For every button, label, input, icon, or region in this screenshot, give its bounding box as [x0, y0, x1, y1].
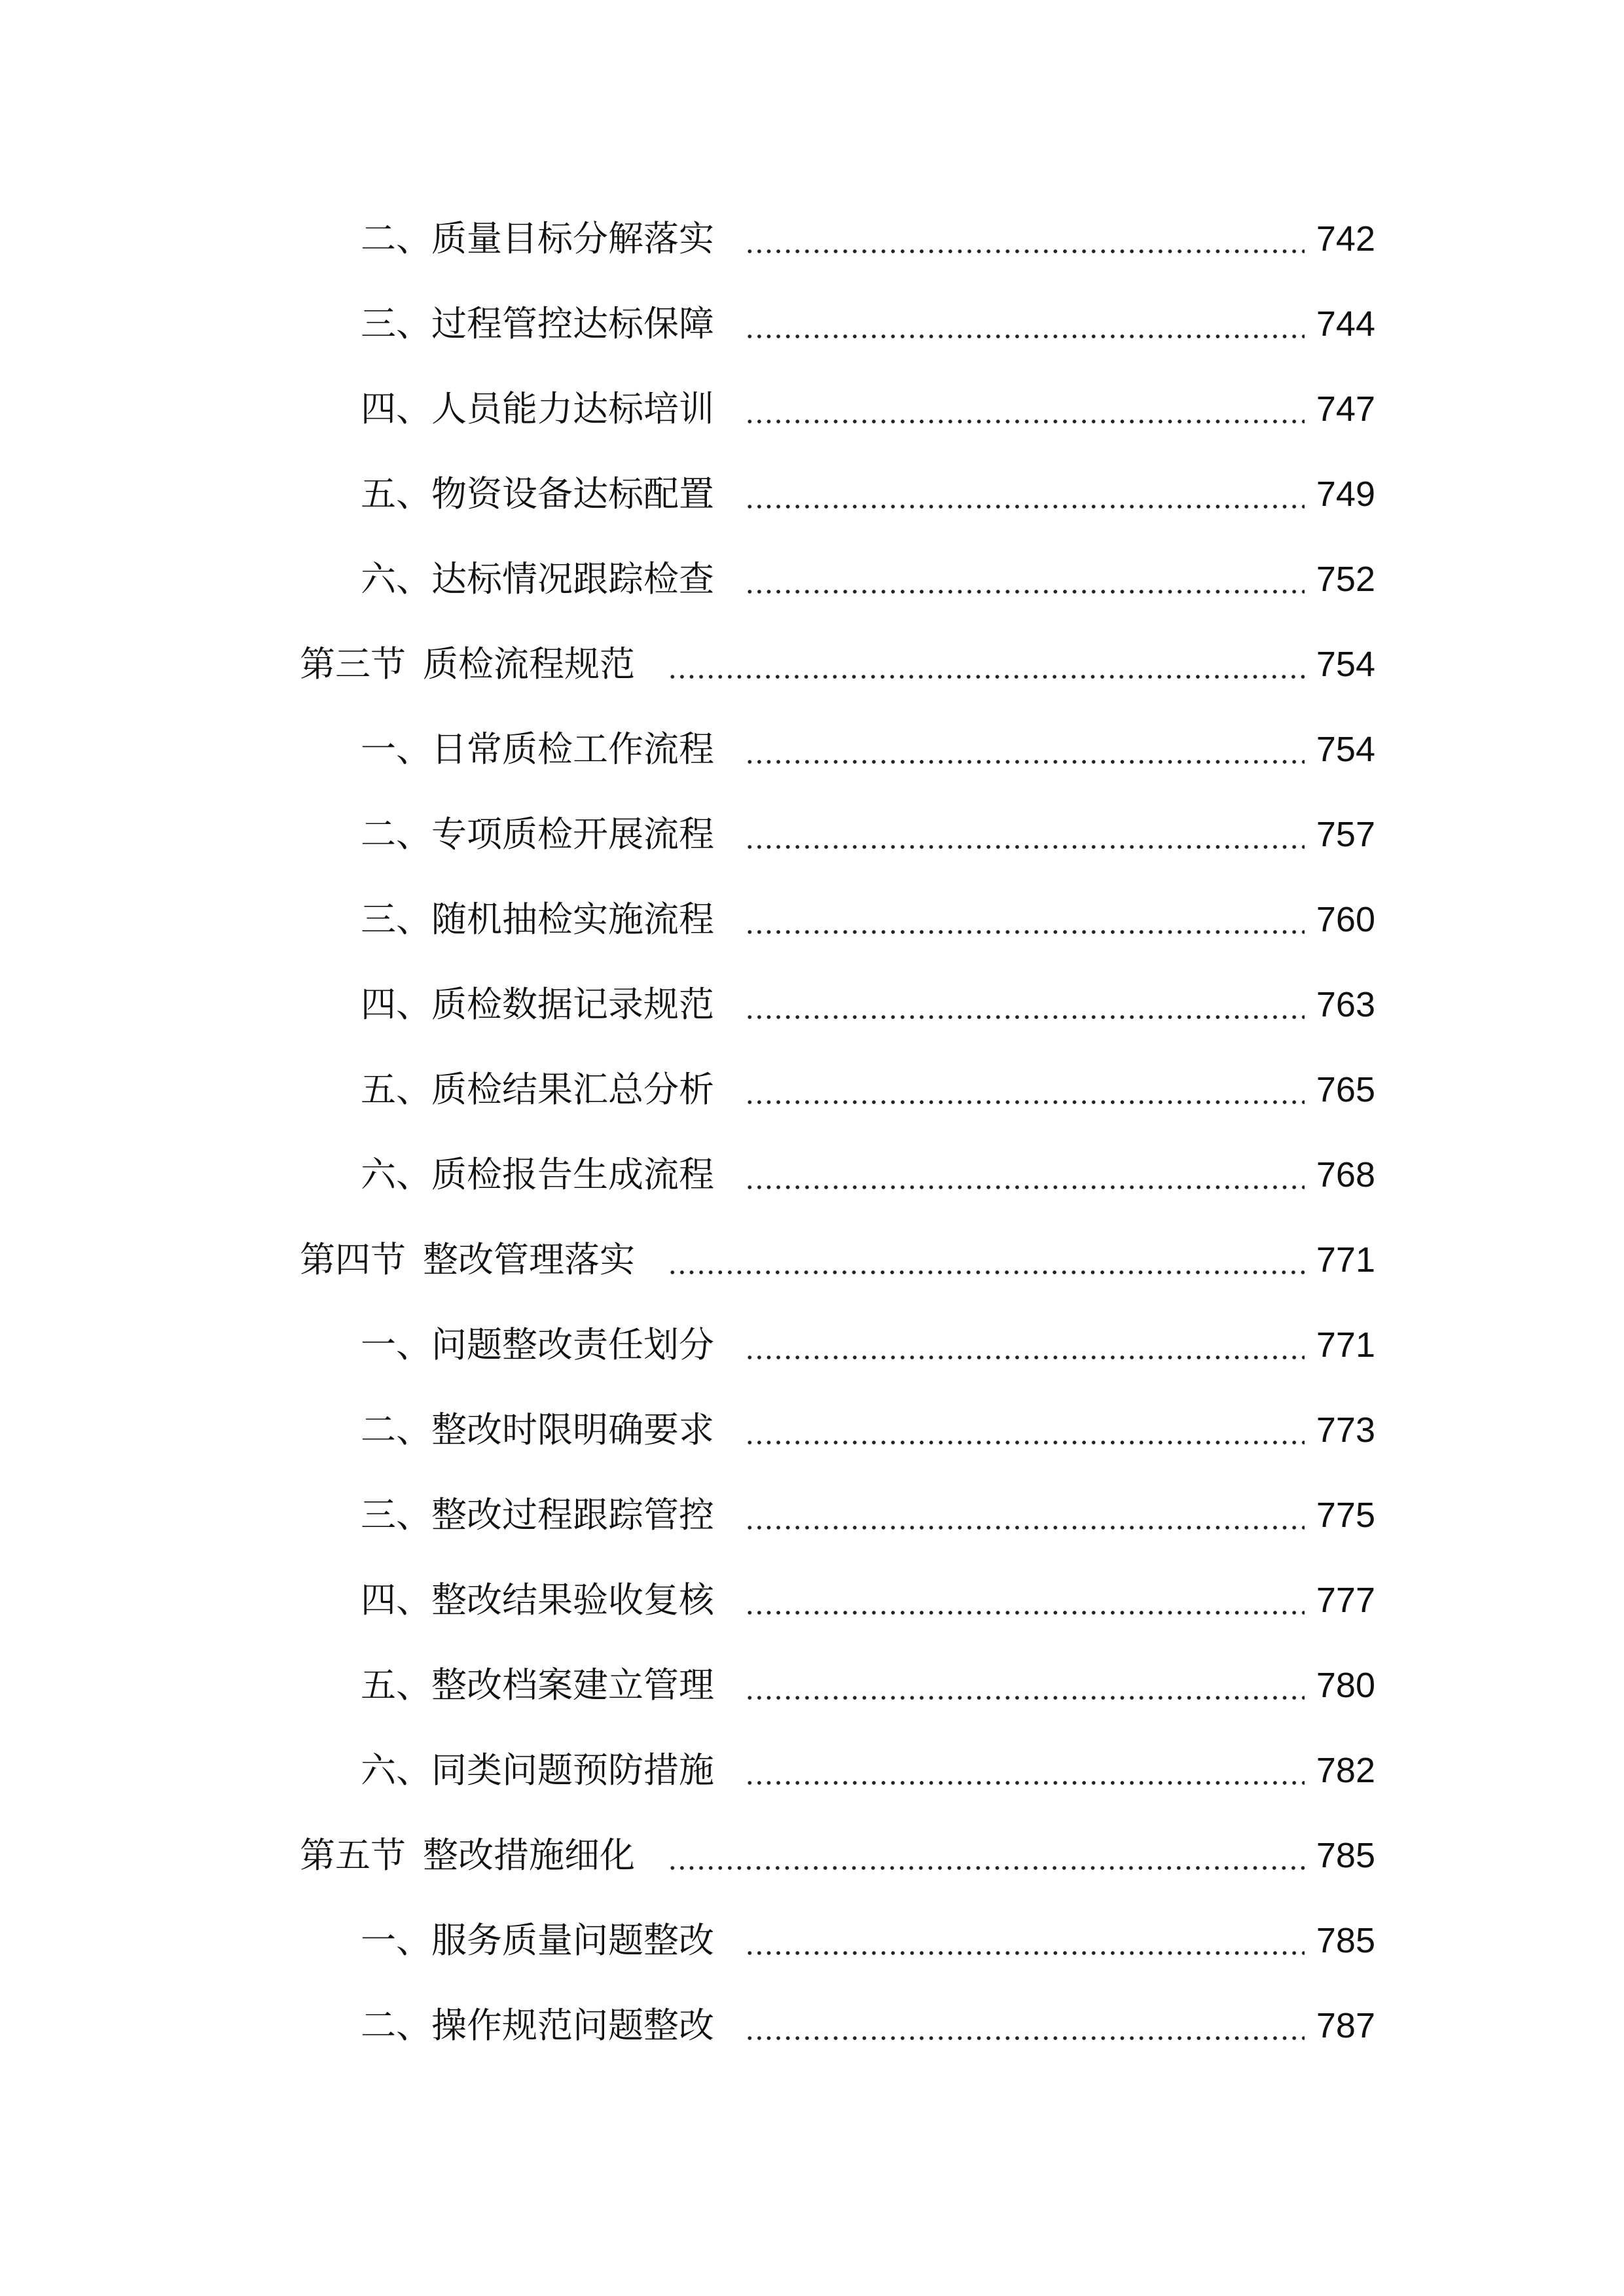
toc-section-heading	[300, 1823, 639, 1888]
dot-leader	[745, 1185, 1305, 1189]
dot-leader	[745, 1526, 1305, 1530]
toc-entry-page: 744	[1312, 291, 1375, 357]
toc-entry-page: 757	[1312, 802, 1375, 867]
toc-entry-page: 775	[1312, 1482, 1375, 1548]
toc-entry-title: 一、日常质检工作流程	[361, 717, 718, 782]
toc-entry-title: 一、问题整改责任划分	[361, 1312, 718, 1378]
toc-entry-title: 六、质检报告生成流程	[361, 1142, 718, 1208]
toc-entry-page: 771	[1312, 1227, 1375, 1293]
toc-entry-page: 785	[1312, 1908, 1375, 1973]
toc-entry[interactable]	[0, 802, 1624, 867]
dot-leader	[745, 1015, 1305, 1019]
toc-entry-title: 四、质检数据记录规范	[361, 972, 718, 1037]
toc-entry[interactable]	[0, 1653, 1624, 1718]
dot-leader	[745, 2036, 1305, 2040]
toc-entry-page: 785	[1312, 1823, 1375, 1888]
toc-entry-page: 747	[1312, 376, 1375, 442]
toc-entry-title: 三、过程管控达标保障	[361, 291, 718, 357]
toc-section-entry[interactable]	[0, 632, 1624, 697]
toc-section-heading	[300, 1227, 639, 1293]
toc-entry[interactable]	[0, 547, 1624, 612]
toc-entry-title: 二、操作规范问题整改	[361, 1993, 718, 2058]
section-title: 整改管理落实	[423, 1239, 635, 1280]
toc-entry[interactable]	[0, 1993, 1624, 2058]
dot-leader	[745, 420, 1305, 423]
toc-entry[interactable]	[0, 461, 1624, 527]
dot-leader	[745, 1781, 1305, 1785]
dot-leader	[745, 760, 1305, 764]
toc-entry-title: 四、整改结果验收复核	[361, 1568, 718, 1633]
dot-leader	[745, 1100, 1305, 1104]
dot-leader	[745, 1441, 1305, 1444]
dot-leader	[745, 930, 1305, 934]
toc-entry-title: 三、随机抽检实施流程	[361, 887, 718, 952]
toc-entry-title: 三、整改过程跟踪管控	[361, 1482, 718, 1548]
toc-entry-title: 六、同类问题预防措施	[361, 1738, 718, 1803]
toc-entry[interactable]	[0, 1568, 1624, 1633]
toc-entry-page: 771	[1312, 1312, 1375, 1378]
toc-entry-page: 773	[1312, 1397, 1375, 1463]
toc-entry-title: 四、人员能力达标培训	[361, 376, 718, 442]
toc-entry[interactable]	[0, 206, 1624, 272]
dot-leader	[668, 675, 1305, 679]
toc-entry[interactable]	[0, 1908, 1624, 1973]
toc-entry[interactable]	[0, 376, 1624, 442]
toc-entry[interactable]	[0, 1142, 1624, 1208]
toc-entry[interactable]	[0, 291, 1624, 357]
toc-entry-page: 780	[1312, 1653, 1375, 1718]
toc-entry[interactable]	[0, 717, 1624, 782]
dot-leader	[745, 1611, 1305, 1615]
toc-entry-page: 765	[1312, 1057, 1375, 1122]
toc-section-entry[interactable]	[0, 1823, 1624, 1888]
toc-entry-page: 763	[1312, 972, 1375, 1037]
dot-leader	[745, 334, 1305, 338]
toc-section-heading	[300, 632, 639, 697]
toc-entry-title: 六、达标情况跟踪检查	[361, 547, 718, 612]
dot-leader	[745, 590, 1305, 594]
dot-leader	[745, 1951, 1305, 1955]
toc-entry-page: 754	[1312, 632, 1375, 697]
dot-leader	[668, 1270, 1305, 1274]
toc-entry-title: 二、整改时限明确要求	[361, 1397, 718, 1463]
toc-entry-title: 五、物资设备达标配置	[361, 461, 718, 527]
toc-entry-page: 782	[1312, 1738, 1375, 1803]
toc-entry-page: 749	[1312, 461, 1375, 527]
section-number: 第五节	[300, 1835, 406, 1876]
toc-entry-page: 777	[1312, 1568, 1375, 1633]
dot-leader	[668, 1866, 1305, 1870]
toc-entry-title: 二、专项质检开展流程	[361, 802, 718, 867]
section-title: 整改措施细化	[423, 1835, 635, 1876]
dot-leader	[745, 249, 1305, 253]
toc-entry-title: 一、服务质量问题整改	[361, 1908, 718, 1973]
dot-leader	[745, 1696, 1305, 1700]
toc-entry-title: 二、质量目标分解落实	[361, 206, 718, 272]
toc-section-entry[interactable]	[0, 1227, 1624, 1293]
dot-leader	[745, 845, 1305, 849]
toc-entry-page: 768	[1312, 1142, 1375, 1208]
toc-entry-page: 760	[1312, 887, 1375, 952]
dot-leader	[745, 505, 1305, 509]
toc-entry-page: 787	[1312, 1993, 1375, 2058]
toc-entry[interactable]	[0, 1057, 1624, 1122]
toc-entry[interactable]	[0, 1738, 1624, 1803]
toc-entry-page: 752	[1312, 547, 1375, 612]
section-title: 质检流程规范	[423, 643, 635, 685]
toc-entry-title: 五、质检结果汇总分析	[361, 1057, 718, 1122]
section-number: 第四节	[300, 1239, 406, 1280]
toc-entry[interactable]	[0, 1482, 1624, 1548]
toc-entry[interactable]	[0, 887, 1624, 952]
toc-entry-title: 五、整改档案建立管理	[361, 1653, 718, 1718]
section-number: 第三节	[300, 643, 406, 685]
toc-entry[interactable]	[0, 1397, 1624, 1463]
toc-entry-page: 754	[1312, 717, 1375, 782]
dot-leader	[745, 1355, 1305, 1359]
toc-entry[interactable]	[0, 972, 1624, 1037]
toc-entry[interactable]	[0, 1312, 1624, 1378]
toc-entry-page: 742	[1312, 206, 1375, 272]
